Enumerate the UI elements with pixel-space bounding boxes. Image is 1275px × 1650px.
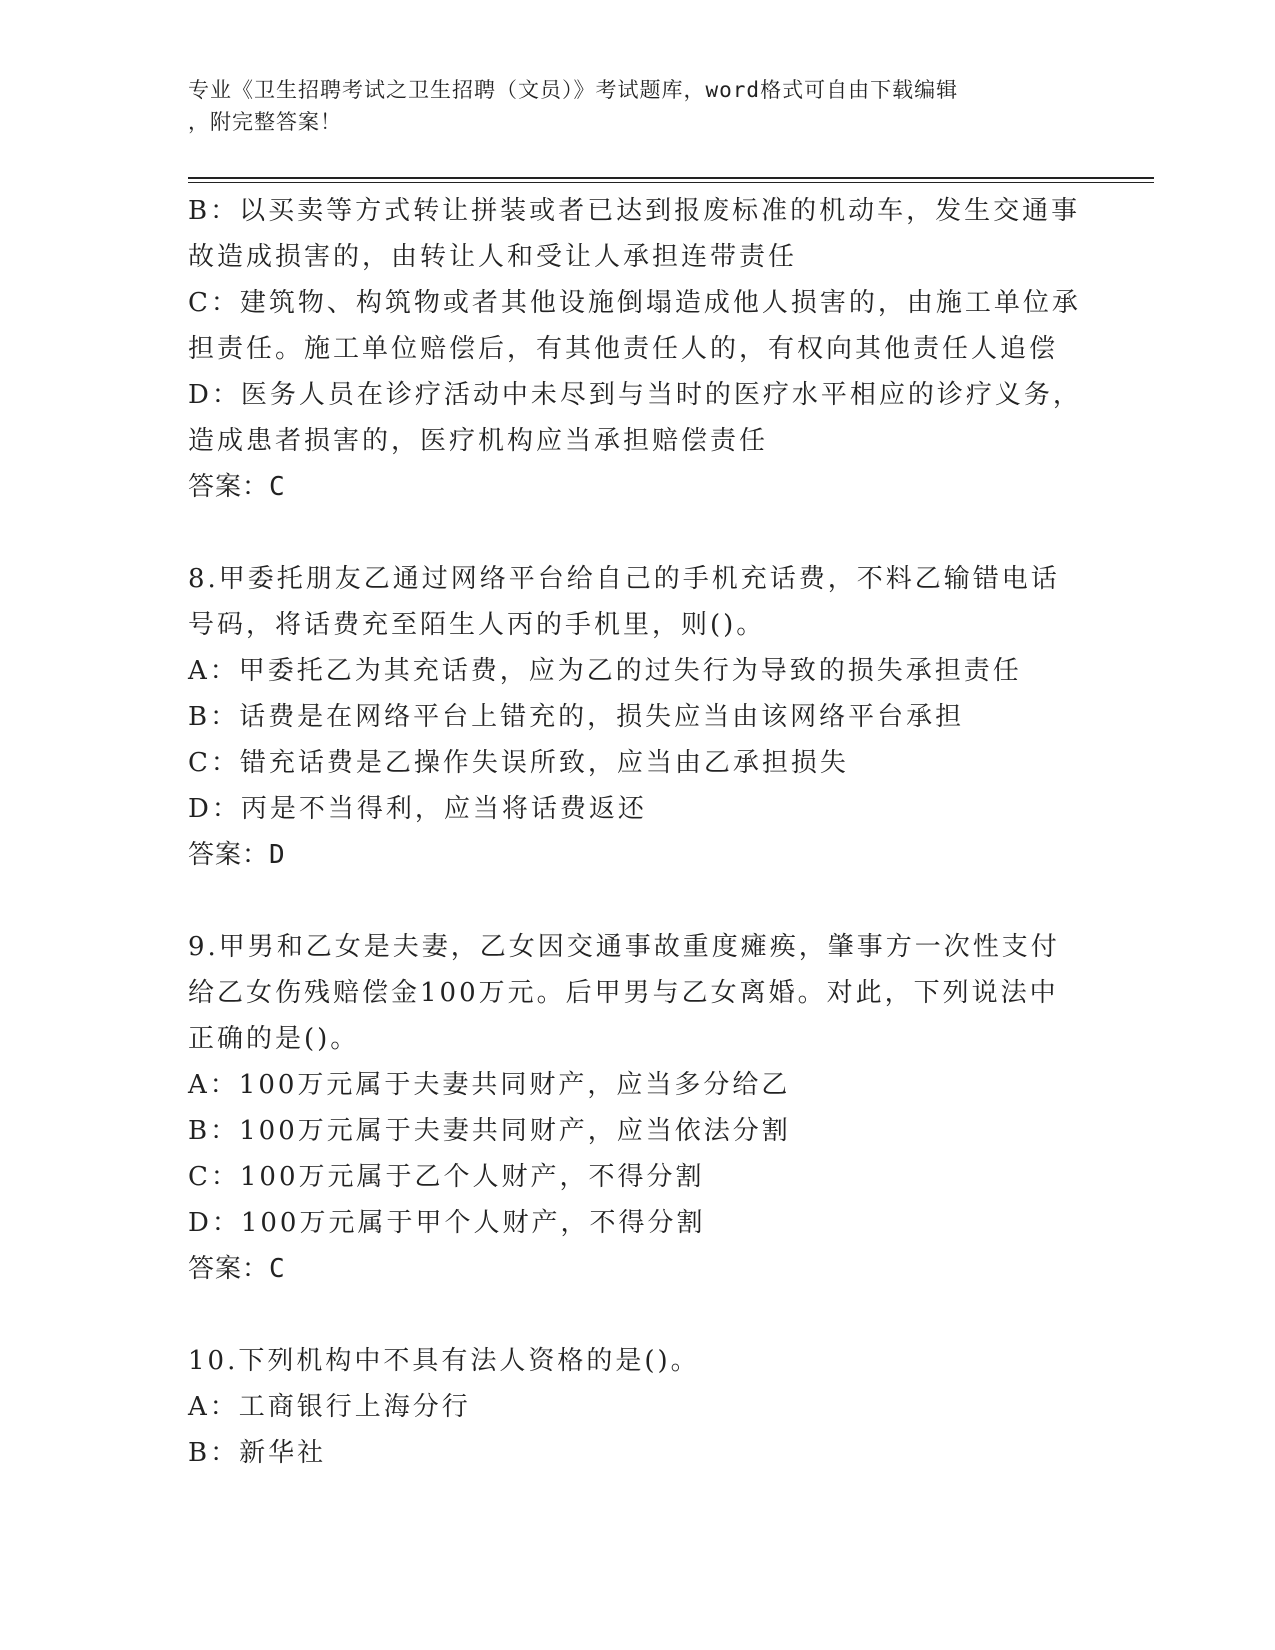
document-body — [188, 188, 1088, 1476]
question-9 — [188, 924, 1088, 1292]
header-line-1: 专业《卫生招聘考试之卫生招聘（文员）》考试题库，word格式可自由下载编辑 — [188, 78, 959, 102]
header-divider-thin — [188, 182, 1154, 183]
option-c: C：错充话费是乙操作失误所致，应当由乙承担损失 — [188, 748, 849, 778]
question-stem-line: 9.甲男和乙女是夫妻，乙女因交通事故重度瘫痪，肇事方一次性支付 — [188, 932, 1060, 962]
option-line: D：医务人员在诊疗活动中未尽到与当时的医疗水平相应的诊疗义务， — [188, 380, 1082, 410]
option-a: A：工商银行上海分行 — [188, 1392, 471, 1422]
question-stem-line: 正确的是()。 — [188, 1024, 360, 1054]
option-d: D：丙是不当得利，应当将话费返还 — [188, 794, 647, 824]
option-line: 担责任。施工单位赔偿后，有其他责任人的，有权向其他责任人追偿 — [188, 334, 1059, 364]
spacer — [188, 1292, 1088, 1338]
question-7-tail — [188, 188, 1088, 510]
option-b: B：新华社 — [188, 1438, 327, 1468]
spacer — [188, 510, 1088, 556]
question-stem-line: 给乙女伤残赔偿金100万元。后甲男与乙女离婚。对此，下列说法中 — [188, 978, 1059, 1008]
option-a: A：甲委托乙为其充话费，应为乙的过失行为导致的损失承担责任 — [188, 656, 1022, 686]
answer-label: 答案：D — [188, 840, 286, 870]
option-line: 造成患者损害的，医疗机构应当承担赔偿责任 — [188, 426, 769, 456]
option-b: B：话费是在网络平台上错充的，损失应当由该网络平台承担 — [188, 702, 965, 732]
option-a: A：100万元属于夫妻共同财产，应当多分给乙 — [188, 1070, 791, 1100]
header-divider-thick — [188, 177, 1154, 179]
option-b: B：100万元属于夫妻共同财产，应当依法分割 — [188, 1116, 791, 1146]
question-stem-line: 号码，将话费充至陌生人丙的手机里，则()。 — [188, 610, 766, 640]
option-line: C：建筑物、构筑物或者其他设施倒塌造成他人损害的，由施工单位承 — [188, 288, 1081, 318]
option-d: D：100万元属于甲个人财产，不得分割 — [188, 1208, 706, 1238]
question-stem-line: 8.甲委托朋友乙通过网络平台给自己的手机充话费，不料乙输错电话 — [188, 564, 1060, 594]
option-c: C：100万元属于乙个人财产，不得分割 — [188, 1162, 705, 1192]
question-stem-line: 10.下列机构中不具有法人资格的是()。 — [188, 1346, 700, 1376]
question-10 — [188, 1338, 1088, 1476]
header-line-2: ，附完整答案！ — [188, 110, 342, 134]
page-header — [188, 74, 1068, 138]
question-8 — [188, 556, 1088, 878]
answer-label: 答案：C — [188, 1254, 286, 1284]
answer-label: 答案：C — [188, 472, 286, 502]
spacer — [188, 878, 1088, 924]
option-line: B：以买卖等方式转让拼装或者已达到报废标准的机动车，发生交通事 — [188, 196, 1081, 226]
option-line: 故造成损害的，由转让人和受让人承担连带责任 — [188, 242, 798, 272]
